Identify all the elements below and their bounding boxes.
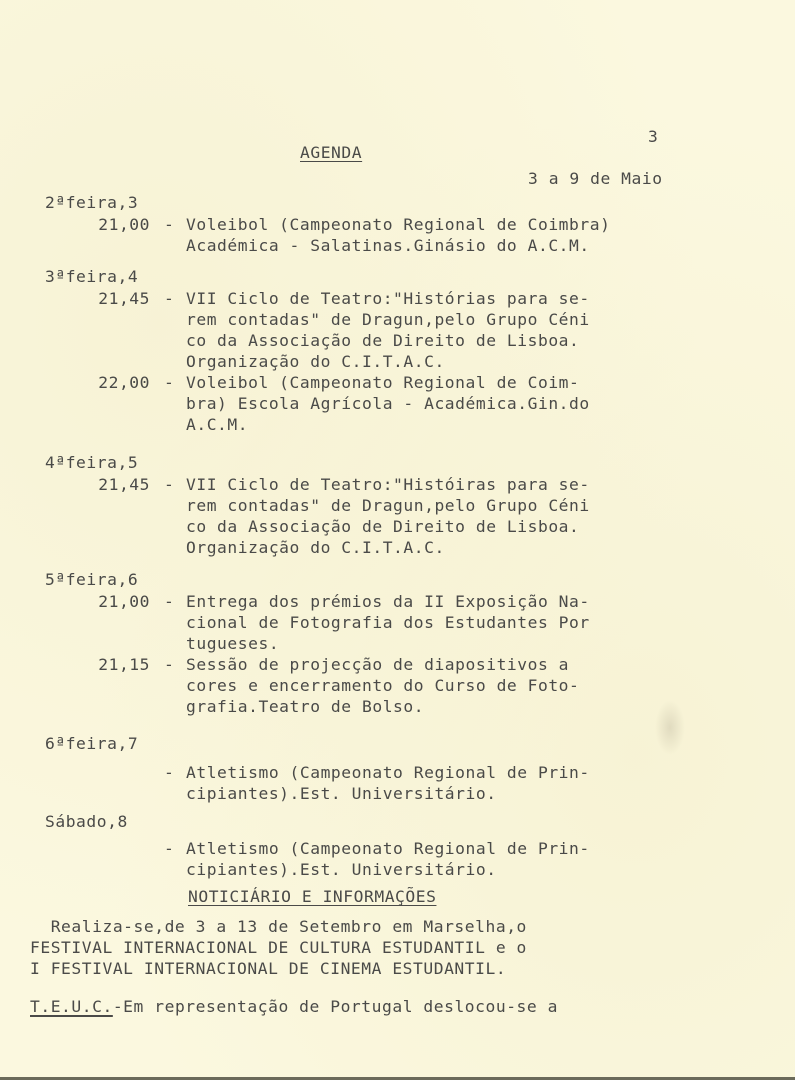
event-line: grafia.Teatro de Bolso. bbox=[186, 697, 425, 716]
event-time: 21,45 bbox=[98, 475, 150, 494]
event-time: 21,45 bbox=[98, 289, 150, 308]
event-time: 22,00 bbox=[98, 373, 150, 392]
news-line: I FESTIVAL INTERNACIONAL DE CINEMA ESTUDANTIL. bbox=[30, 959, 507, 978]
day-label: 6ªfeira,7 bbox=[45, 734, 139, 753]
event-line: Entrega dos prémios da II Exposição Na- bbox=[186, 592, 590, 611]
news-line: FESTIVAL INTERNACIONAL DE CULTURA ESTUDANTIL e o bbox=[30, 938, 527, 957]
event-time: 21,00 bbox=[98, 592, 150, 611]
event-line: rem contadas" de Dragun,pelo Grupo Céni bbox=[186, 310, 590, 329]
event-line: Organização do C.I.T.A.C. bbox=[186, 538, 445, 557]
day-label: 3ªfeira,4 bbox=[45, 267, 139, 286]
event-line: tugueses. bbox=[186, 634, 280, 653]
page-number: 3 bbox=[648, 127, 659, 146]
event-line: Organização do C.I.T.A.C. bbox=[186, 352, 445, 371]
event-line: VII Ciclo de Teatro:"Históiras para se- bbox=[186, 475, 590, 494]
news-heading: NOTICIÁRIO E INFORMAÇÕES bbox=[188, 887, 437, 906]
event-line: Voleibol (Campeonato Regional de Coim- bbox=[186, 373, 580, 392]
event-line: Atletismo (Campeonato Regional de Prin- bbox=[186, 763, 590, 782]
event-line: Sessão de projecção de diapositivos a bbox=[186, 655, 570, 674]
day-label: 2ªfeira,3 bbox=[45, 193, 139, 212]
event-line: A.C.M. bbox=[186, 415, 249, 434]
teuc-paragraph bbox=[30, 996, 558, 1017]
event-line: Atletismo (Campeonato Regional de Prin- bbox=[186, 839, 590, 858]
day-label: 4ªfeira,5 bbox=[45, 453, 139, 472]
event-dash: - bbox=[164, 215, 175, 234]
day-label: Sábado,8 bbox=[45, 812, 128, 831]
event-dash: - bbox=[164, 839, 175, 858]
news-line: Realiza-se,de 3 a 13 de Setembro em Marselha,o bbox=[30, 917, 527, 936]
event-line: Académica - Salatinas.Ginásio do A.C.M. bbox=[186, 236, 590, 255]
event-line: cipiantes).Est. Universitário. bbox=[186, 860, 497, 879]
event-line: VII Ciclo de Teatro:"Histórias para se- bbox=[186, 289, 590, 308]
event-dash: - bbox=[164, 592, 175, 611]
event-line: cipiantes).Est. Universitário. bbox=[186, 784, 497, 803]
event-dash: - bbox=[164, 763, 175, 782]
event-time: 21,00 bbox=[98, 215, 150, 234]
ink-smudge bbox=[655, 700, 685, 755]
date-range: 3 a 9 de Maio bbox=[528, 169, 663, 188]
event-line: Voleibol (Campeonato Regional de Coimbra) bbox=[186, 215, 611, 234]
event-line: co da Associação de Direito de Lisboa. bbox=[186, 517, 580, 536]
agenda-heading: AGENDA bbox=[300, 143, 363, 162]
event-dash: - bbox=[164, 655, 175, 674]
event-dash: - bbox=[164, 373, 175, 392]
event-dash: - bbox=[164, 289, 175, 308]
teuc-label: T.E.U.C. bbox=[30, 997, 113, 1016]
event-dash: - bbox=[164, 475, 175, 494]
event-line: cional de Fotografia dos Estudantes Por bbox=[186, 613, 590, 632]
event-line: rem contadas" de Dragun,pelo Grupo Céni bbox=[186, 496, 590, 515]
teuc-text: -Em representação de Portugal deslocou-se a bbox=[112, 997, 558, 1016]
day-label: 5ªfeira,6 bbox=[45, 570, 139, 589]
event-line: co da Associação de Direito de Lisboa. bbox=[186, 331, 580, 350]
event-line: cores e encerramento do Curso de Foto- bbox=[186, 676, 580, 695]
event-line: bra) Escola Agrícola - Académica.Gin.do bbox=[186, 394, 590, 413]
event-time: 21,15 bbox=[98, 655, 150, 674]
